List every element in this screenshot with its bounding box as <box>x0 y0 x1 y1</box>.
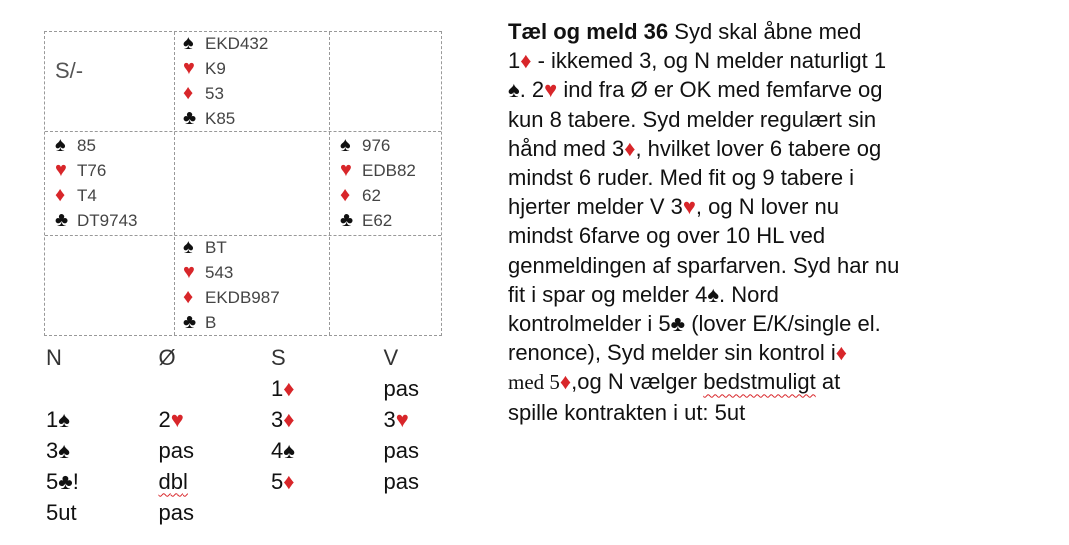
auction-table <box>46 342 496 528</box>
heart-icon: ♥ <box>183 57 195 79</box>
club-icon: ♣ <box>55 209 69 231</box>
north-spades: EKD432 <box>205 34 269 53</box>
auction-bid: pas <box>383 468 419 494</box>
hand-east <box>340 133 416 233</box>
diamond-icon: ♦ <box>559 369 572 395</box>
heart-icon: ♥ <box>544 77 558 103</box>
article-line: at <box>815 369 841 395</box>
article-line: med 5 <box>508 370 560 395</box>
spade-icon: ♠ <box>58 406 70 432</box>
auction-bid: pas <box>158 437 194 463</box>
diamond-icon: ♦ <box>183 286 194 308</box>
diamond-icon: ♦ <box>340 184 351 206</box>
article-line: mindst 6 ruder. Med fit og 9 tabere i <box>508 165 855 191</box>
west-spades: 85 <box>77 136 96 155</box>
north-clubs: K85 <box>205 109 236 128</box>
header-north: N <box>46 344 62 370</box>
spellcheck-word: bedstmuligt <box>703 369 816 395</box>
article-line: , og N lover nu <box>695 194 839 220</box>
north-hearts: K9 <box>205 59 226 78</box>
club-icon: ♣ <box>58 468 73 494</box>
article-line: genmeldingen af sparfarven. Syd har nu <box>508 252 900 278</box>
hand-west <box>55 133 137 233</box>
auction-bid: 3♥ <box>383 406 409 432</box>
article-line: spille kontrakten i ut: 5ut <box>508 399 746 425</box>
vulnerability-label: S/- <box>55 58 84 83</box>
hand-south <box>183 235 280 335</box>
auction-row <box>46 404 496 435</box>
auction-bid: 5♣! <box>46 468 79 494</box>
auction-header <box>46 342 496 373</box>
header-west: V <box>383 344 399 370</box>
heart-icon: ♥ <box>55 159 67 181</box>
article-line: , hvilket lover 6 tabere og <box>635 135 882 161</box>
spade-icon: ♠ <box>508 77 520 103</box>
article-line: 1 <box>508 48 521 74</box>
article-text <box>508 17 1028 427</box>
grid-divider <box>174 32 175 335</box>
spade-icon: ♠ <box>58 437 70 463</box>
article-line: hånd med 3 <box>508 135 625 161</box>
auction-bid: pas <box>383 437 419 463</box>
article-line: og N vælger <box>577 369 704 395</box>
diamond-icon: ♦ <box>183 82 194 104</box>
diamond-icon: ♦ <box>55 184 66 206</box>
diamond-icon: ♦ <box>283 406 295 432</box>
east-diamonds: 62 <box>362 186 381 205</box>
auction-bid: 2♥ <box>158 406 184 432</box>
diamond-icon: ♦ <box>283 375 295 401</box>
spade-icon: ♠ <box>283 437 295 463</box>
diamond-icon: ♦ <box>520 48 532 74</box>
south-hearts: 543 <box>205 263 234 282</box>
article-line: , <box>571 369 578 395</box>
article-line: . Nord <box>719 281 779 307</box>
article-line: - ikkemed 3, og N melder naturligt 1 <box>531 48 887 74</box>
auction-row <box>46 373 496 404</box>
article-line: (lover E/K/single el. <box>685 311 881 337</box>
auction-bid: 5ut <box>46 499 77 525</box>
article-line: hjerter melder V 3 <box>508 194 683 220</box>
article-line: fit i spar og melder 4 <box>508 281 708 307</box>
grid-divider <box>45 131 441 132</box>
auction-bid: dbl <box>158 468 188 494</box>
east-hearts: EDB82 <box>362 161 416 180</box>
spade-icon: ♠ <box>183 236 194 258</box>
article-line: renonce), Syd melder sin kontrol i <box>508 340 836 366</box>
west-hearts: T76 <box>77 161 107 180</box>
heart-icon: ♥ <box>682 194 696 220</box>
south-diamonds: EKDB987 <box>205 288 280 307</box>
header-south: S <box>271 344 286 370</box>
heart-icon: ♥ <box>183 261 195 283</box>
heart-icon: ♥ <box>170 406 184 432</box>
club-icon: ♣ <box>670 311 686 337</box>
article-line: kontrolmelder i 5 <box>508 311 671 337</box>
auction-row <box>46 466 496 497</box>
auction-row <box>46 497 496 528</box>
auction-bid: 4♠ <box>271 437 295 463</box>
south-clubs: B <box>205 313 217 332</box>
auction-bid: 3♦ <box>271 406 295 432</box>
article-line: Syd skal åbne med <box>668 19 862 44</box>
spade-icon: ♠ <box>183 32 194 54</box>
west-diamonds: T4 <box>77 186 97 205</box>
spade-icon: ♠ <box>55 134 66 156</box>
header-east: Ø <box>158 344 176 370</box>
hand-north <box>183 31 268 131</box>
east-clubs: E62 <box>362 211 393 230</box>
north-diamonds: 53 <box>205 84 224 103</box>
article-line: . 2 <box>519 77 545 103</box>
west-clubs: DT9743 <box>77 211 138 230</box>
heart-icon: ♥ <box>340 159 352 181</box>
club-icon: ♣ <box>340 209 354 231</box>
auction-bid: pas <box>158 499 194 525</box>
article-line: ind fra Ø er OK med femfarve og <box>557 77 883 103</box>
auction-bid: 3♠ <box>46 437 70 463</box>
south-spades: BT <box>205 238 227 257</box>
auction-bid: 5♦ <box>271 468 295 494</box>
spade-icon: ♠ <box>340 134 351 156</box>
auction-bid: pas <box>383 375 419 401</box>
diamond-icon: ♦ <box>624 135 636 161</box>
grid-divider <box>329 32 330 335</box>
club-icon: ♣ <box>183 311 197 333</box>
auction-row <box>46 435 496 466</box>
east-spades: 976 <box>362 136 391 155</box>
auction-bid: 1♦ <box>271 375 295 401</box>
auction-bid: 1♠ <box>46 406 70 432</box>
heart-icon: ♥ <box>395 406 409 432</box>
article-line: mindst 6farve og over 10 HL ved <box>508 223 826 249</box>
club-icon: ♣ <box>183 107 197 129</box>
article-line: kun 8 tabere. Syd melder regulært sin <box>508 106 877 132</box>
spade-icon: ♠ <box>707 281 719 307</box>
diamond-icon: ♦ <box>283 468 295 494</box>
article-title: Tæl og meld 36 <box>508 19 669 44</box>
diamond-icon: ♦ <box>835 340 847 366</box>
